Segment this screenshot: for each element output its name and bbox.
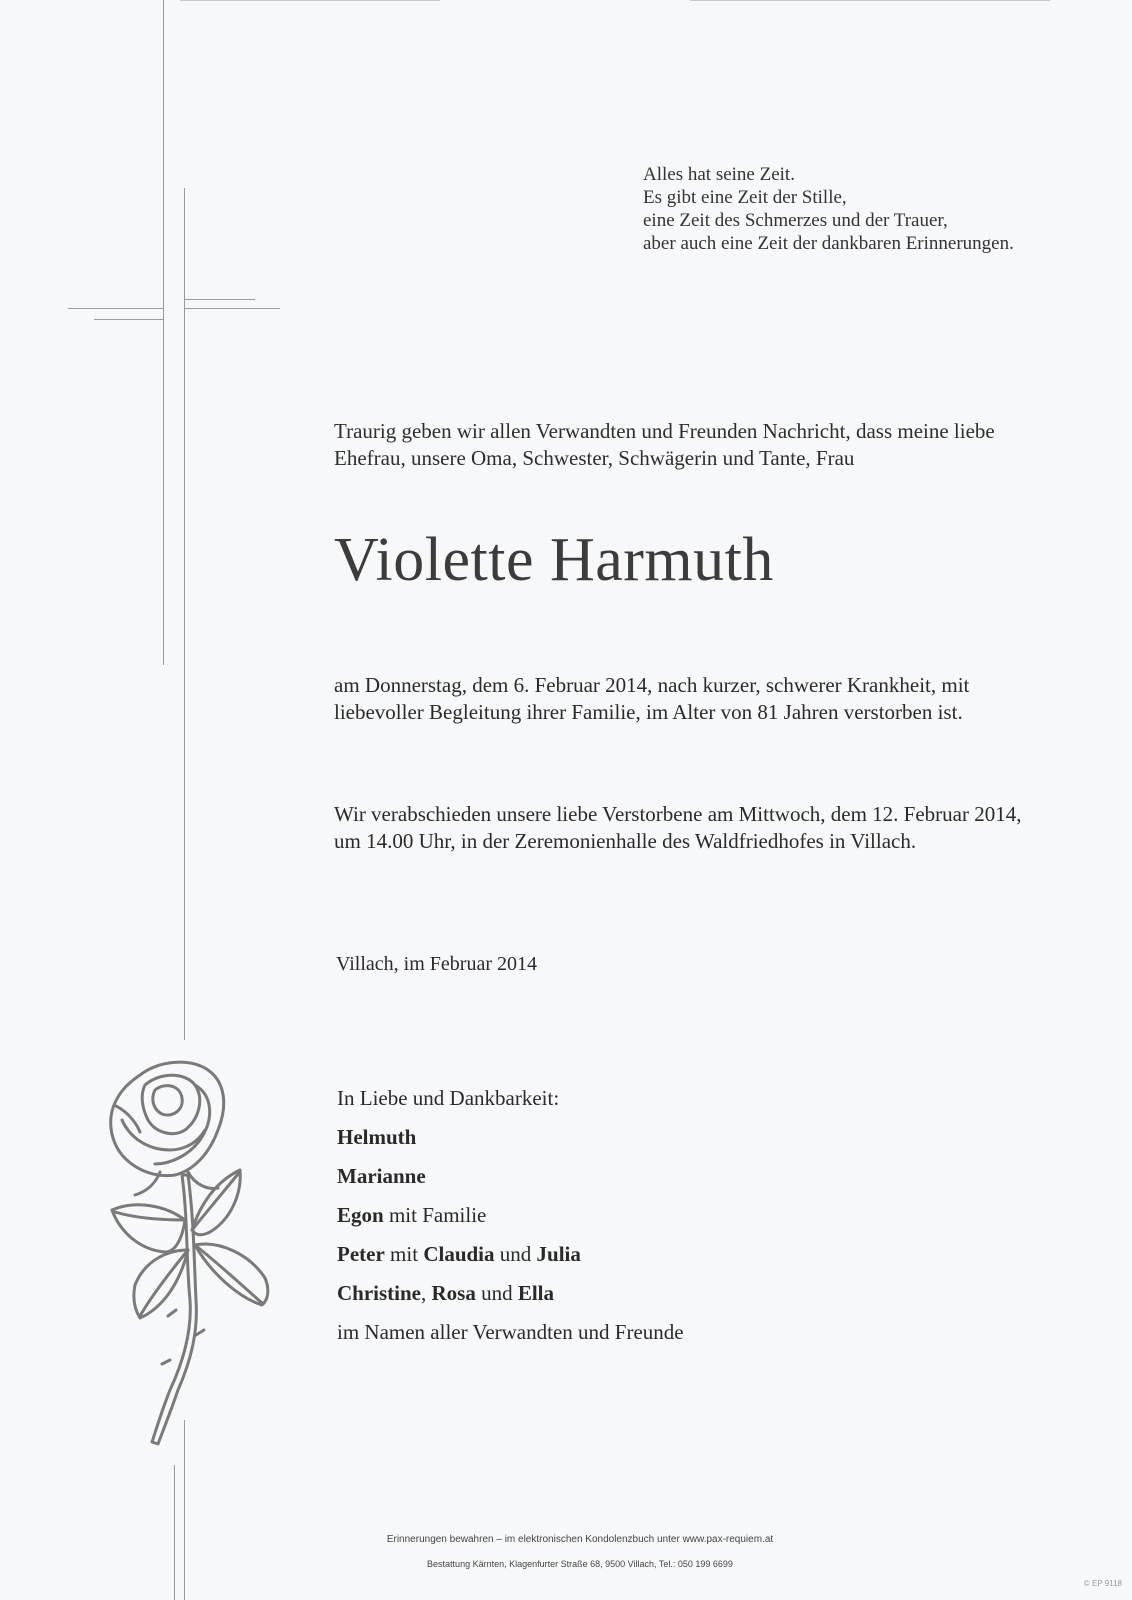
mourner-name: Marianne [337, 1164, 426, 1188]
mourner-name: Rosa [431, 1281, 476, 1305]
rose-icon [100, 1060, 280, 1450]
mourner-name: Egon [337, 1203, 384, 1227]
mourner-entry [337, 1118, 684, 1157]
mourner-name: Peter [337, 1242, 385, 1266]
mourners-list [337, 1079, 684, 1352]
mourner-text: mit Familie [388, 1203, 487, 1227]
death-notice [334, 672, 969, 726]
intro-text [334, 418, 995, 472]
mourner-text: , [421, 1281, 427, 1305]
mourner-name: Christine [337, 1281, 421, 1305]
motto-line: Es gibt eine Zeit der Stille, [643, 187, 847, 208]
funeral-notice-line: Wir verabschieden unsere liebe Verstorbene am Mittwoch, dem 12. Februar 2014, [334, 802, 1022, 826]
place-date: Villach, im Februar 2014 [336, 953, 537, 975]
mourner-text: und [481, 1281, 513, 1305]
mourner-text: und [499, 1242, 532, 1266]
mourners-closing: im Namen aller Verwandten und Freunde [337, 1320, 684, 1344]
funeral-notice [334, 801, 1021, 855]
deceased-name: Violette Harmuth [334, 526, 774, 594]
death-notice-line: am Donnerstag, dem 6. Februar 2014, nach kurzer, schwerer Krankheit, mit [334, 673, 970, 697]
motto-line: eine Zeit des Schmerzes und der Trauer, [643, 210, 948, 231]
form-code: © EP 9118 [1083, 1579, 1122, 1588]
mourner-text: mit [390, 1242, 419, 1266]
top-edge-line [180, 0, 440, 1]
intro-line: Traurig geben wir allen Verwandten und Freunden Nachricht, dass meine liebe [334, 419, 995, 443]
mourner-name: Helmuth [337, 1125, 417, 1149]
intro-line: Ehefrau, unsere Oma, Schwester, Schwägerin und Tante, Frau [334, 446, 855, 470]
mourner-entry [337, 1274, 684, 1313]
footer-funeral-home: Bestattung Kärnten, Klagenfurter Straße 68, 9500 Villach, Tel.: 050 199 6699 [427, 1559, 733, 1569]
footer-condolence-link[interactable]: Erinnerungen bewahren – im elektronischen Kondolenzbuch unter www.pax-requiem.at [386, 1534, 774, 1545]
mourner-name: Julia [536, 1242, 581, 1266]
mourner-entry [337, 1157, 684, 1196]
death-notice-line: liebevoller Begleitung ihrer Familie, im Alter von 81 Jahren verstorben ist. [334, 700, 963, 724]
funeral-notice-line: um 14.00 Uhr, in der Zeremonienhalle des Waldfriedhofes in Villach. [334, 829, 917, 853]
mourners-heading: In Liebe und Dankbarkeit: [337, 1086, 560, 1110]
mourner-entry [337, 1196, 684, 1235]
mourner-name: Ella [517, 1281, 555, 1305]
mourner-name: Claudia [423, 1242, 495, 1266]
mourner-entry [337, 1235, 684, 1274]
motto [643, 163, 1014, 255]
motto-line: Alles hat seine Zeit. [643, 164, 795, 185]
motto-line: aber auch eine Zeit der dankbaren Erinnerungen. [643, 233, 1014, 254]
top-edge-line [690, 0, 1050, 1]
